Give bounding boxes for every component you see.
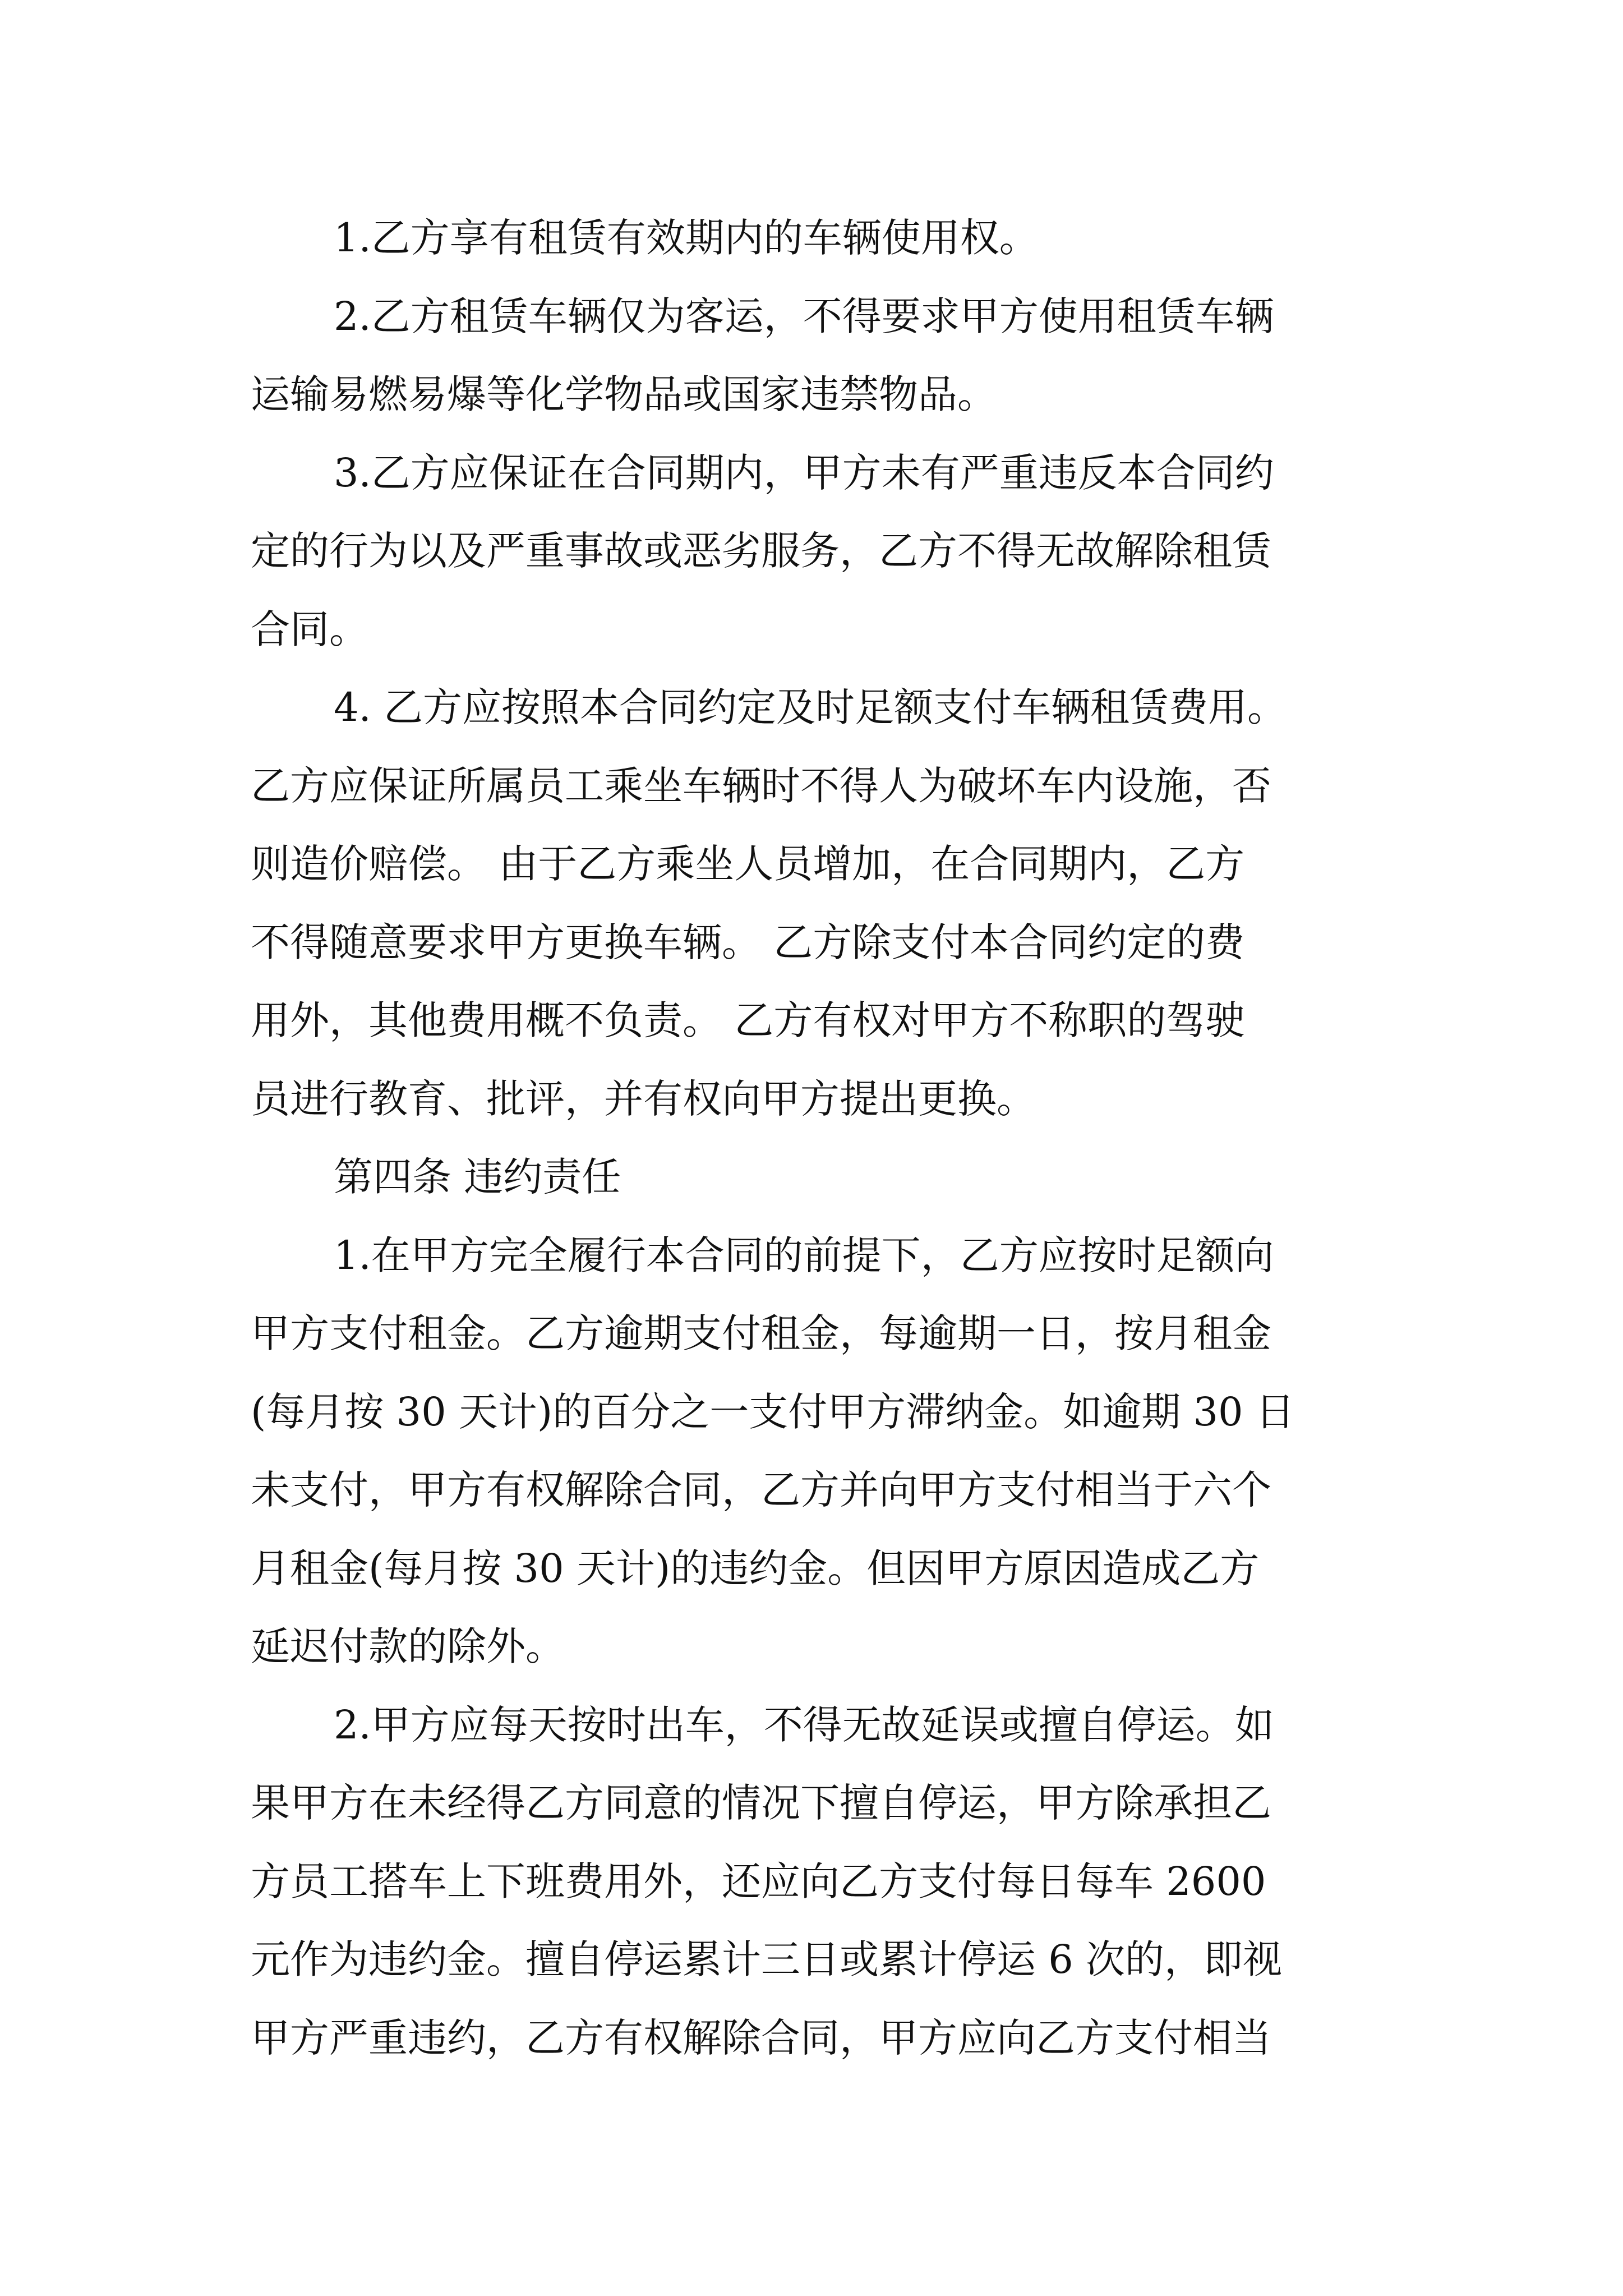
paragraph-3: [251, 434, 1384, 669]
text-line: 用外，其他费用概不负责。 乙方有权对甲方不称职的驾驶: [251, 997, 1245, 1043]
text-line: 4. 乙方应按照本合同约定及时足额支付车辆租赁费用。: [334, 684, 1287, 730]
text-line: 员进行教育、批评，并有权向甲方提出更换。: [251, 1075, 1036, 1122]
text-line: 3.乙方应保证在合同期内，甲方未有严重违反本合同约: [334, 449, 1274, 496]
paragraph-2: [251, 278, 1384, 434]
text-line: 则造价赔偿。 由于乙方乘坐人员增加，在合同期内，乙方: [251, 841, 1245, 887]
text-line: 甲方严重违约，乙方有权解除合同，甲方应向乙方支付相当: [251, 2014, 1271, 2061]
text-line: 合同。: [251, 606, 368, 652]
text-line: 定的行为以及严重事故或恶劣服务，乙方不得无故解除租赁: [251, 528, 1271, 574]
paragraph-1: [251, 199, 1384, 278]
text-line: 甲方支付租金。乙方逾期支付租金，每逾期一日，按月租金: [251, 1310, 1271, 1356]
document-body: [251, 199, 1384, 2077]
text-line: 1.在甲方完全履行本合同的前提下，乙方应按时足额向: [334, 1232, 1274, 1278]
paragraph-7: [251, 1686, 1384, 2078]
text-line: 果甲方在未经得乙方同意的情况下擅自停运，甲方除承担乙: [251, 1780, 1271, 1826]
section-heading: [251, 1138, 1384, 1217]
text-line: 运输易燃易爆等化学物品或国家违禁物品。: [251, 371, 997, 417]
paragraph-4: [251, 669, 1384, 1138]
text-line: (每月按 30 天计)的百分之一支付甲方滞纳金。如逾期 30 日: [251, 1388, 1295, 1435]
text-line: 第四条 违约责任: [334, 1154, 621, 1200]
text-line: 未支付，甲方有权解除合同，乙方并向甲方支付相当于六个: [251, 1467, 1271, 1513]
text-line: 月租金(每月按 30 天计)的违约金。但因甲方原因造成乙方: [251, 1545, 1260, 1591]
text-line: 元作为违约金。擅自停运累计三日或累计停运 6 次的，即视: [251, 1936, 1283, 1982]
paragraph-6: [251, 1217, 1384, 1686]
text-line: 延迟付款的除外。: [251, 1623, 565, 1669]
text-line: 2.甲方应每天按时出车，不得无故延误或擅自停运。如: [334, 1701, 1274, 1748]
text-line: 2.乙方租赁车辆仅为客运，不得要求甲方使用租赁车辆: [334, 293, 1274, 339]
text-line: 乙方应保证所属员工乘坐车辆时不得人为破坏车内设施，否: [251, 762, 1271, 809]
text-line: 方员工搭车上下班费用外，还应向乙方支付每日每车 2600: [251, 1858, 1266, 1904]
text-line: 不得随意要求甲方更换车辆。 乙方除支付本合同约定的费: [251, 919, 1245, 965]
text-line: 1.乙方享有租赁有效期内的车辆使用权。: [334, 215, 1039, 261]
